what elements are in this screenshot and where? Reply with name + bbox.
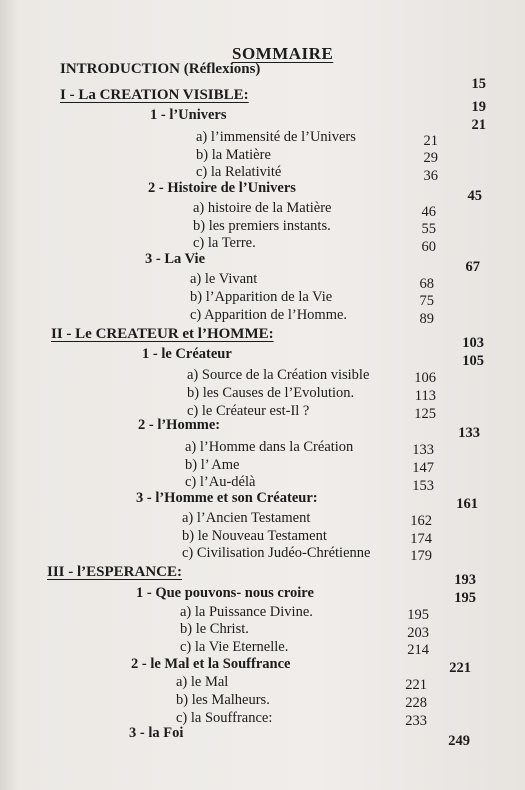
- toc-item-page: 89: [419, 311, 434, 327]
- toc-item-page: 68: [419, 276, 434, 292]
- part3-ch3-page: 249: [448, 733, 470, 749]
- part1-ch1-heading: 1 - l’Univers: [150, 107, 227, 123]
- part3-ch1-heading: 1 - Que pouvons- nous croire: [136, 585, 314, 601]
- part3-ch2-heading: 2 - le Mal et la Souffrance: [131, 656, 291, 672]
- toc-item: b) les Causes de l’Evolution.: [187, 385, 355, 401]
- part1-ch2-page: 45: [467, 188, 482, 204]
- part2-ch3-heading: 3 - l’Homme et son Créateur:: [136, 490, 318, 506]
- toc-item: a) l’immensité de l’Univers: [196, 129, 356, 145]
- toc-item: c) la Terre.: [193, 235, 256, 251]
- toc-item-page: 233: [405, 713, 427, 729]
- part1-page: 19: [471, 99, 486, 115]
- part2-ch3-page: 161: [456, 496, 478, 512]
- toc-item: b) le Nouveau Testament: [182, 528, 327, 544]
- toc-item: b) les Malheurs.: [176, 692, 270, 708]
- part1-ch1-page: 21: [471, 117, 486, 133]
- toc-item: b) l’Apparition de la Vie: [190, 289, 333, 305]
- toc-item: c) Apparition de l’Homme.: [190, 307, 348, 323]
- toc-item: a) le Vivant: [190, 271, 258, 287]
- toc-item-page: 125: [414, 406, 436, 422]
- toc-item: b) les premiers instants.: [193, 218, 331, 234]
- toc-item-page: 113: [414, 388, 436, 404]
- toc-item: c) l’Au-délà: [185, 474, 256, 490]
- part1-ch3-page: 67: [465, 259, 480, 275]
- toc-item-page: 133: [412, 442, 434, 458]
- toc-item: c) le Créateur est-Il ?: [187, 403, 310, 419]
- toc-item-page: 203: [407, 625, 429, 641]
- part3-ch3-heading: 3 - la Foi: [129, 725, 184, 741]
- toc-item-page: 55: [421, 221, 436, 237]
- toc-item-page: 179: [410, 548, 432, 564]
- part1-heading: I - La CREATION VISIBLE:: [60, 87, 249, 103]
- toc-item-page: 174: [410, 531, 432, 547]
- toc-item: a) la Puissance Divine.: [180, 604, 313, 620]
- toc-item-page: 106: [414, 370, 436, 386]
- intro-heading: INTRODUCTION (Réflexions): [60, 61, 261, 77]
- toc-item: a) histoire de la Matière: [193, 200, 332, 216]
- toc-item: b) le Christ.: [180, 621, 249, 637]
- toc-item: c) la Souffrance:: [176, 710, 273, 726]
- toc-item-page: 228: [405, 695, 427, 711]
- part1-ch2-heading: 2 - Histoire de l’Univers: [148, 180, 296, 196]
- intro-page: 15: [471, 76, 486, 92]
- part2-page: 103: [462, 335, 484, 351]
- part2-ch1-page: 105: [462, 353, 484, 369]
- toc-item: c) la Vie Eternelle.: [180, 639, 289, 655]
- toc-item: a) le Mal: [176, 674, 229, 690]
- part2-ch2-page: 133: [458, 425, 480, 441]
- part2-ch2-heading: 2 - l’Homme:: [138, 417, 221, 433]
- part3-page: 193: [454, 572, 476, 588]
- toc-item-page: 36: [423, 168, 438, 184]
- toc-item: a) l’Homme dans la Création: [185, 439, 354, 455]
- toc-item-page: 29: [423, 150, 438, 166]
- toc-item: b) l’ Ame: [185, 457, 240, 473]
- toc-item: a) l’Ancien Testament: [182, 510, 311, 526]
- toc-item-page: 221: [405, 677, 427, 693]
- part2-ch1-heading: 1 - le Créateur: [142, 346, 232, 362]
- toc-item: a) Source de la Création visible: [187, 367, 370, 383]
- toc-item-page: 46: [421, 204, 436, 220]
- toc-item: c) la Relativité: [196, 164, 282, 180]
- toc-item-page: 147: [412, 460, 434, 476]
- toc-item: b) la Matière: [196, 147, 271, 163]
- part1-ch3-heading: 3 - La Vie: [145, 251, 206, 267]
- part3-ch2-page: 221: [449, 660, 471, 676]
- toc-item-page: 153: [412, 478, 434, 494]
- part3-heading: III - l’ESPERANCE:: [47, 564, 183, 580]
- part2-heading: II - Le CREATEUR et l’HOMME:: [51, 326, 274, 342]
- toc-item-page: 195: [407, 607, 429, 623]
- toc-item-page: 214: [407, 642, 429, 658]
- page-title: SOMMAIRE: [232, 44, 334, 63]
- toc-item: c) Civilisation Judéo-Chrétienne: [182, 545, 371, 561]
- toc-item-page: 21: [423, 133, 438, 149]
- toc-item-page: 60: [421, 239, 436, 255]
- toc-item-page: 75: [419, 293, 434, 309]
- toc-item-page: 162: [410, 513, 432, 529]
- part3-ch1-page: 195: [454, 590, 476, 606]
